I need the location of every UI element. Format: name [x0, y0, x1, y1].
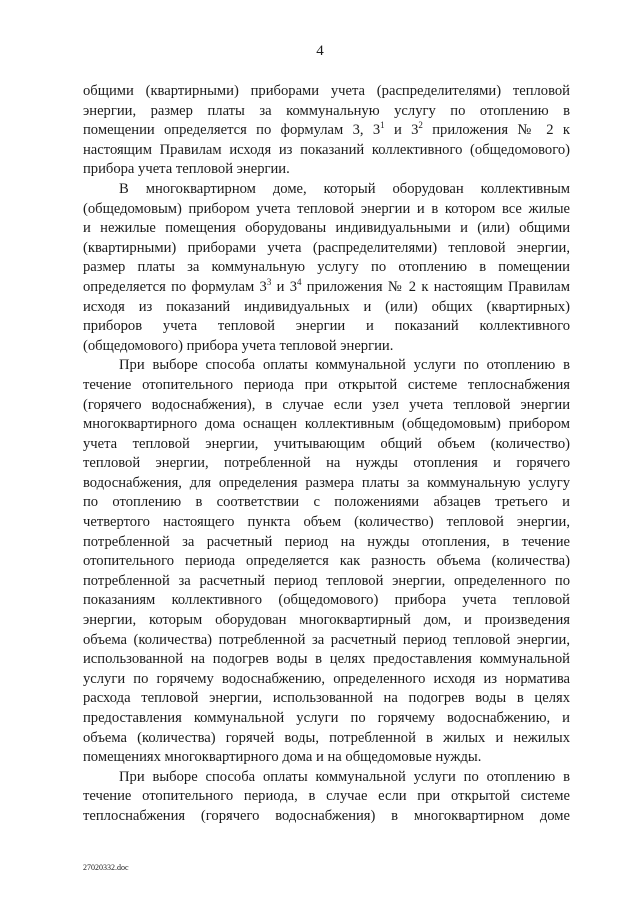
text-line: общими (квартирными) приборами учета (распределителями) тепловой	[83, 83, 570, 99]
text-line: приборов учета тепловой энергии и показаний коллективного	[83, 318, 570, 335]
text-line: помещении определяется по формулам 3, $3^1$ и $3^2$ приложения № 2 к	[83, 120, 570, 139]
text-line: водоснабжения, для определения размера платы за коммунальную услугу	[83, 474, 570, 491]
text-line: четвертого настоящего пункта объем (количество) тепловой энергии,	[83, 514, 570, 531]
text-line: (общедомового) прибора учета тепловой энергии.	[83, 337, 394, 354]
superscript-index: 4	[297, 276, 302, 287]
superscript-index: 3	[266, 276, 272, 287]
paragraph-1	[83, 82, 570, 180]
text-line: отопительного периода определяется как разность объема (количества)	[83, 553, 570, 570]
text-line: определяется по формулам $3^3$ и $3^4$ приложения № 2 к настоящим Правилам	[83, 276, 571, 295]
text-line: расхода тепловой энергии, использованной на подогрев воды в целях	[83, 690, 570, 707]
superscript-index: 1	[380, 120, 385, 131]
text-line: потребленной за расчетный период на нужды отопления, в течение	[83, 533, 570, 550]
paragraph-4	[83, 768, 570, 827]
text-line: объема (количества) горячей воды, потребленной в жилых и нежилых	[83, 729, 570, 746]
text-line: помещениях многоквартирного дома и на общедомовые нужды.	[83, 749, 482, 766]
text-line: В многоквартирном доме, который оборудован коллективным	[119, 180, 570, 197]
text-line: услуги по горячему водоснабжению, определенного исходя из норматива	[83, 670, 570, 687]
paragraph-3	[83, 356, 570, 767]
text-line: (квартирными) приборами учета (распределителями) тепловой энергии,	[83, 239, 570, 256]
page-number: 4	[316, 43, 324, 59]
text-line: течение отопительного периода при открытой системе теплоснабжения	[83, 376, 570, 393]
text-line: использованной на подогрев воды в целях предоставления коммунальной	[83, 651, 570, 668]
text-line: (общедомовым) прибором учета тепловой энергии и в котором все жилые	[83, 200, 570, 217]
text-line: энергии, размер платы за коммунальную услугу по отоплению в	[83, 102, 570, 119]
text-line: прибора учета тепловой энергии.	[83, 161, 290, 178]
text-line: многоквартирного дома оснащен коллективным (общедомовым) прибором	[83, 416, 570, 433]
text-line: размер платы за коммунальную услугу по отоплению в помещении	[83, 259, 570, 276]
text-line: и нежилые помещения оборудованы индивидуальными и (или) общими	[83, 220, 570, 237]
text-line: потребленной за расчетный период тепловой энергии, определенного по	[83, 572, 570, 589]
text-line: (горячего водоснабжения), в случае если узел учета тепловой энергии	[83, 396, 570, 413]
text-line: течение отопительного периода, в случае если при открытой системе	[83, 788, 570, 805]
text-line: настоящим Правилам исходя из показаний коллективного (общедомового)	[83, 141, 570, 158]
text-line: исходя из показаний индивидуальных и (или) общих (квартирных)	[83, 298, 570, 315]
document-filename-footer: 27020332.doc	[83, 863, 129, 872]
paragraph-2	[83, 180, 570, 356]
text-line: объема (количества) потребленной за расчетный период тепловой энергии,	[83, 631, 570, 648]
text-line: показаниям коллективного (общедомового) прибора учета тепловой	[83, 592, 570, 609]
text-line: При выборе способа оплаты коммунальной услуги по отоплению в	[119, 768, 570, 785]
superscript-index: 2	[418, 120, 423, 131]
text-line: тепловой энергии, потребленной на нужды отопления и горячего	[83, 455, 570, 472]
text-line: по отоплению в соответствии с положениями абзацев третьего и	[83, 494, 570, 511]
text-line: энергии, которым оборудован многоквартирный дом, и произведения	[83, 612, 570, 629]
text-line: учета тепловой энергии, учитывающим общий объем (количество)	[83, 435, 570, 452]
text-line: предоставления коммунальной услуги по горячему водоснабжению, и	[83, 710, 570, 726]
text-line: теплоснабжения (горячего водоснабжения) в многоквартирном доме	[83, 807, 570, 824]
text-line: При выборе способа оплаты коммунальной услуги по отоплению в	[119, 357, 570, 374]
document-body	[83, 82, 570, 827]
